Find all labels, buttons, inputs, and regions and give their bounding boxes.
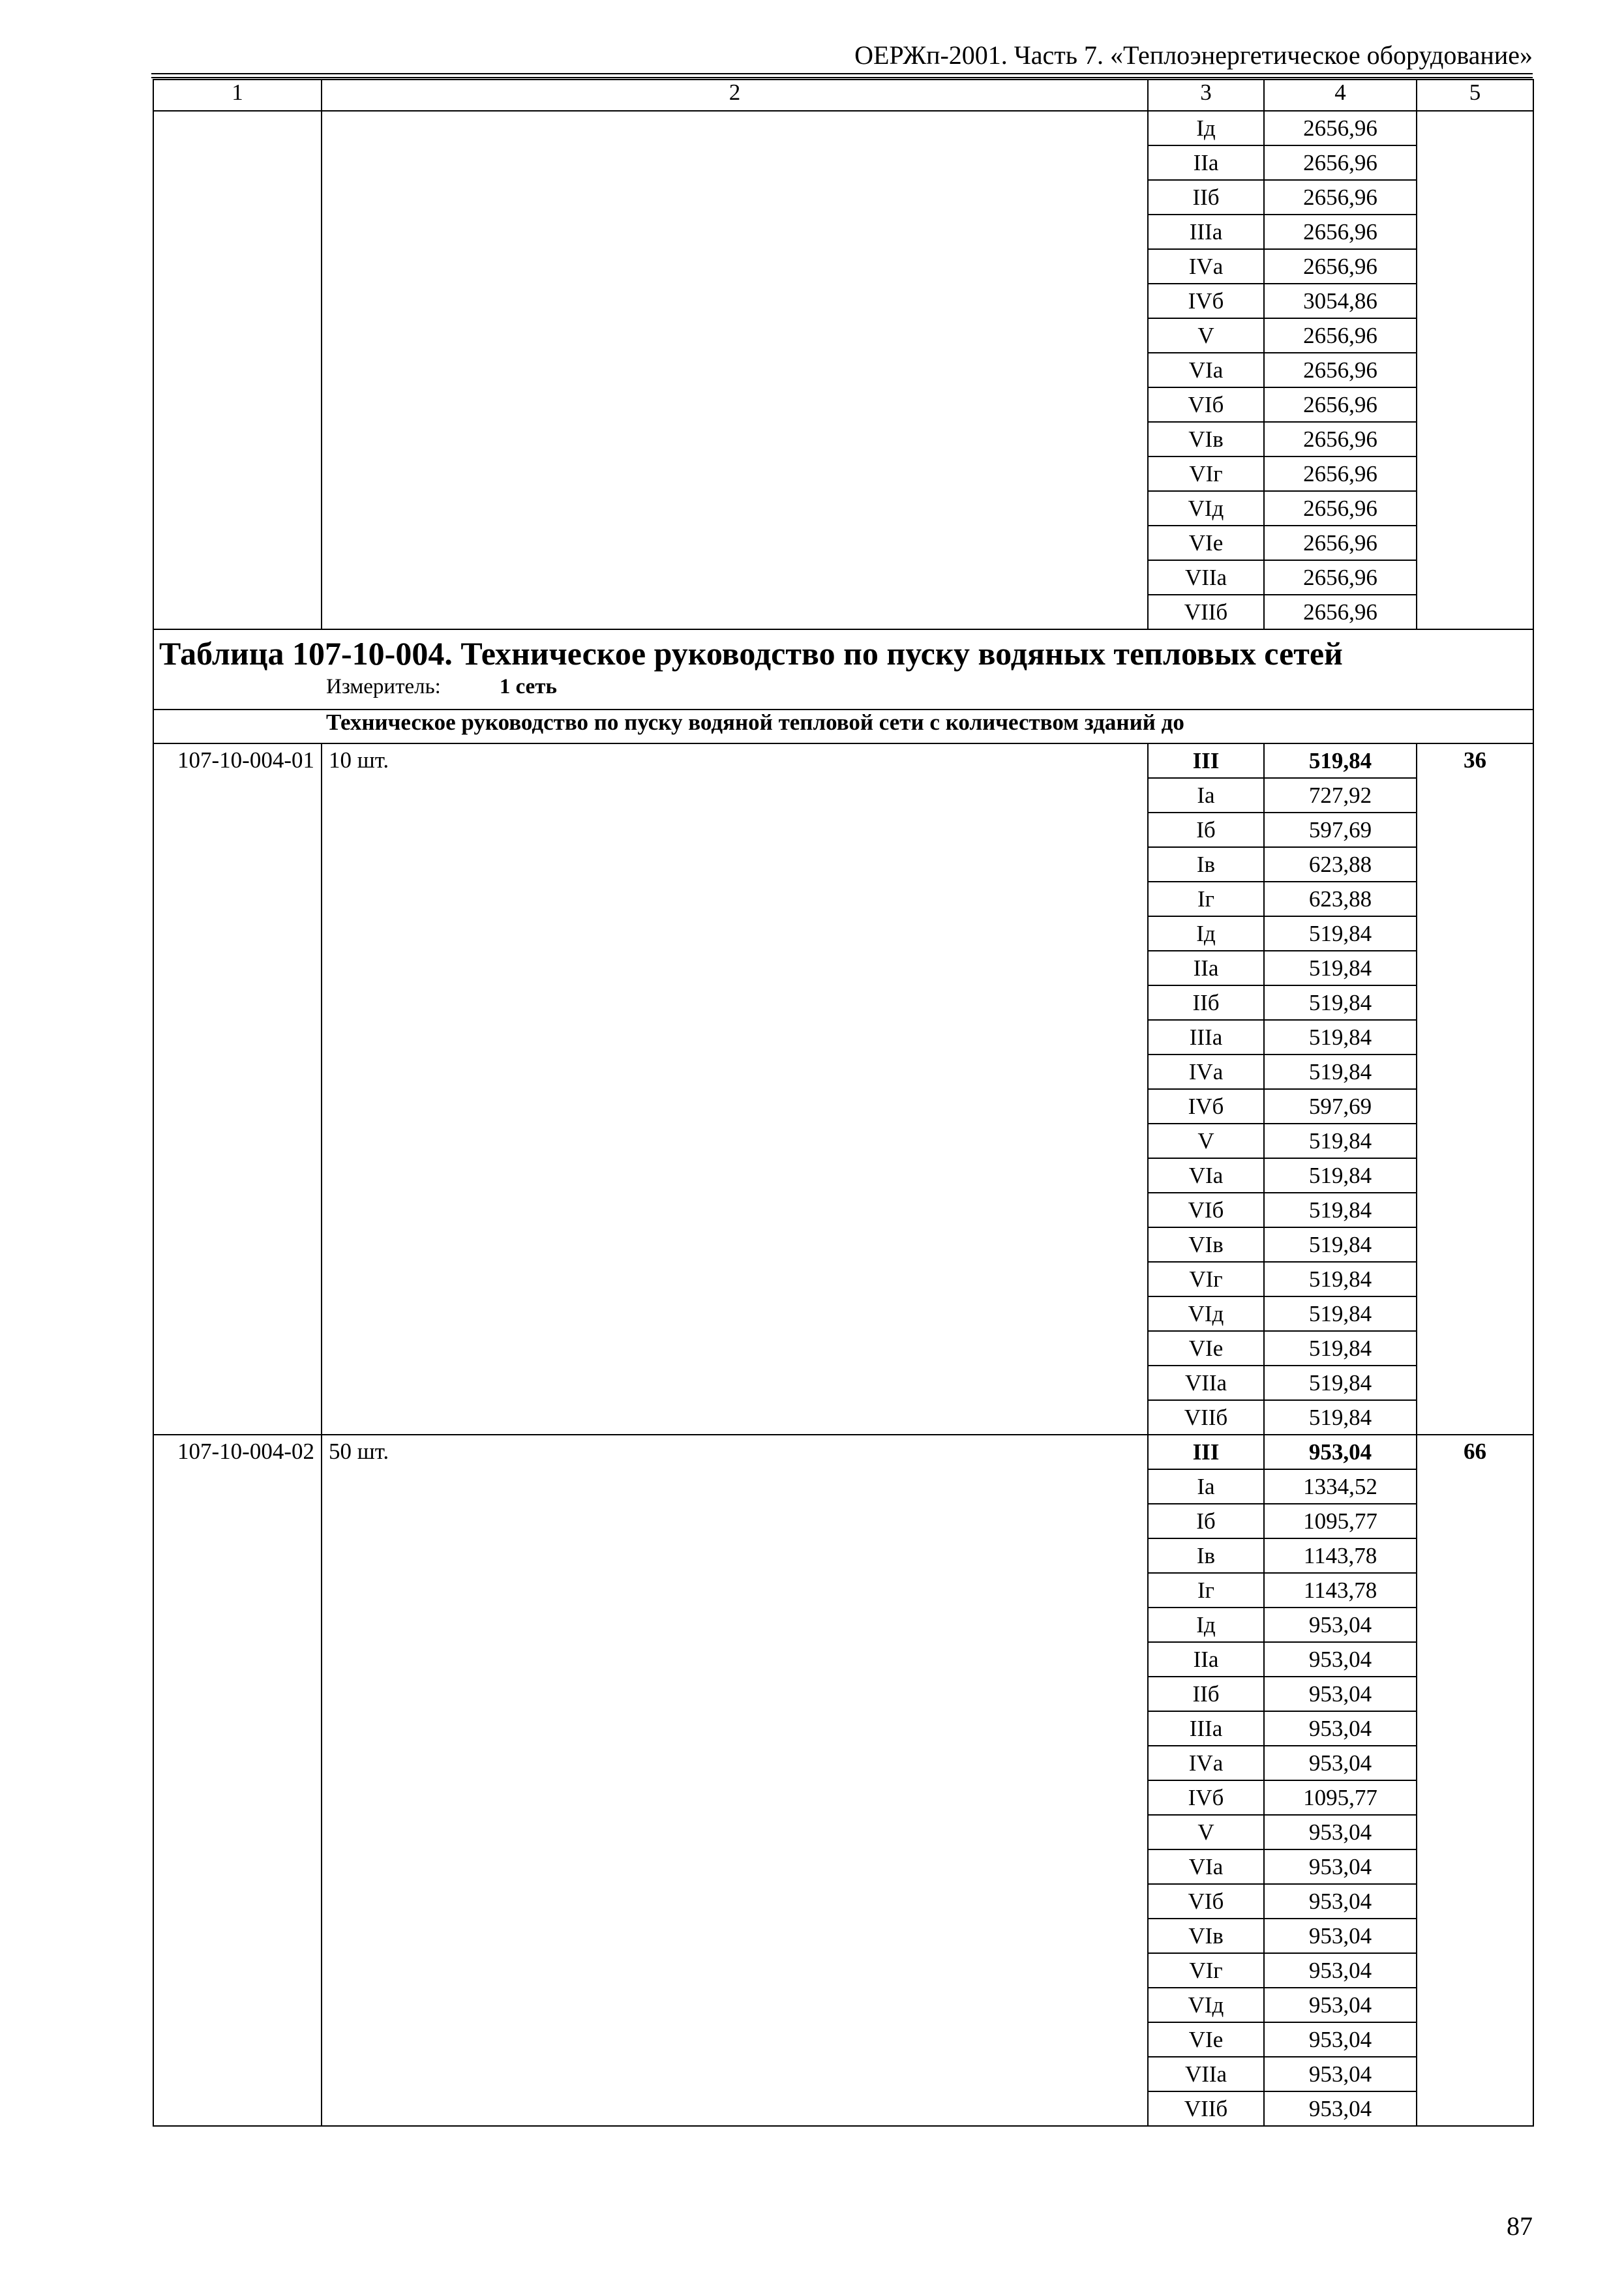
price-cell: 953,04 — [1264, 1711, 1417, 1746]
zone-cell: VIб — [1148, 1193, 1264, 1227]
zone-cell: VIе — [1148, 1331, 1264, 1366]
zone-cell: VIг — [1148, 1953, 1264, 1988]
zone-cell: Iг — [1148, 1573, 1264, 1608]
price-cell: 1095,77 — [1264, 1504, 1417, 1538]
price-cell: 3054,86 — [1264, 284, 1417, 318]
price-cell: 623,88 — [1264, 847, 1417, 882]
zone-cell: IIа — [1148, 145, 1264, 180]
zone-cell: VIIа — [1148, 560, 1264, 595]
column-number: 3 — [1148, 80, 1264, 111]
price-cell: 953,04 — [1264, 1435, 1417, 1469]
price-cell: 597,69 — [1264, 1089, 1417, 1124]
zone-cell: IVа — [1148, 249, 1264, 284]
zone-cell: VIIб — [1148, 1400, 1264, 1435]
table-title-cell — [153, 629, 1533, 710]
price-cell: 519,84 — [1264, 1227, 1417, 1262]
price-cell: 2656,96 — [1264, 595, 1417, 629]
zone-cell: Iв — [1148, 1538, 1264, 1573]
price-cell: 953,04 — [1264, 1884, 1417, 1919]
zone-cell: Iд — [1148, 111, 1264, 145]
header-rule — [151, 77, 1533, 78]
price-cell: 953,04 — [1264, 1677, 1417, 1711]
price-cell: 953,04 — [1264, 1919, 1417, 1953]
column-number: 4 — [1264, 80, 1417, 111]
price-cell: 519,84 — [1264, 1158, 1417, 1193]
zone-cell: VIв — [1148, 1919, 1264, 1953]
column-number: 2 — [322, 80, 1148, 111]
zone-cell: VIв — [1148, 1227, 1264, 1262]
price-cell: 519,84 — [1264, 1296, 1417, 1331]
price-cell: 953,04 — [1264, 1815, 1417, 1849]
zone-cell: IIб — [1148, 180, 1264, 215]
price-cell: 519,84 — [1264, 1262, 1417, 1296]
zone-cell: V — [1148, 318, 1264, 353]
zone-cell: Iб — [1148, 813, 1264, 847]
zone-cell: III — [1148, 1435, 1264, 1469]
price-cell: 519,84 — [1264, 1366, 1417, 1400]
price-cell: 2656,96 — [1264, 145, 1417, 180]
zone-cell: VIв — [1148, 422, 1264, 456]
zone-cell: VIб — [1148, 387, 1264, 422]
table-row — [153, 743, 1533, 778]
zone-cell: IIIа — [1148, 1711, 1264, 1746]
zone-cell: V — [1148, 1124, 1264, 1158]
table-title: Таблица 107-10-004. Техническое руководство по пуску водяных тепловых сетей — [159, 635, 1343, 672]
item-name: 10 шт. — [322, 743, 1148, 1435]
zone-cell: VIIа — [1148, 1366, 1264, 1400]
item-name — [322, 111, 1148, 629]
price-cell: 519,84 — [1264, 1055, 1417, 1089]
table-row — [153, 1435, 1533, 1469]
zone-cell: VIIб — [1148, 595, 1264, 629]
price-cell: 953,04 — [1264, 2057, 1417, 2091]
price-cell: 2656,96 — [1264, 456, 1417, 491]
zone-cell: Iд — [1148, 1608, 1264, 1642]
table-title-row — [153, 629, 1533, 710]
zone-cell: VIг — [1148, 1262, 1264, 1296]
zone-cell: VIг — [1148, 456, 1264, 491]
price-cell: 2656,96 — [1264, 491, 1417, 526]
zone-cell: IVа — [1148, 1746, 1264, 1780]
item-name: 50 шт. — [322, 1435, 1148, 2126]
column-number: 1 — [153, 80, 322, 111]
price-cell: 519,84 — [1264, 916, 1417, 951]
zone-cell: III — [1148, 743, 1264, 778]
price-cell: 2656,96 — [1264, 111, 1417, 145]
zone-cell: IIа — [1148, 1642, 1264, 1677]
price-cell: 2656,96 — [1264, 526, 1417, 560]
price-cell: 953,04 — [1264, 1642, 1417, 1677]
item-code — [153, 111, 322, 629]
zone-cell: VIIб — [1148, 2091, 1264, 2126]
price-cell: 2656,96 — [1264, 387, 1417, 422]
zone-cell: Iг — [1148, 882, 1264, 916]
price-cell: 519,84 — [1264, 1124, 1417, 1158]
price-cell: 953,04 — [1264, 2091, 1417, 2126]
zone-cell: Iб — [1148, 1504, 1264, 1538]
price-table — [153, 79, 1534, 2127]
column-number-row — [153, 80, 1533, 111]
measure-label: Измеритель: — [326, 675, 441, 698]
zone-cell: VIд — [1148, 491, 1264, 526]
zone-cell: IVб — [1148, 1089, 1264, 1124]
price-cell: 1143,78 — [1264, 1538, 1417, 1573]
price-cell: 2656,96 — [1264, 215, 1417, 249]
zone-cell: VIа — [1148, 1849, 1264, 1884]
measure-value: 1 сеть — [499, 675, 557, 698]
zone-cell: V — [1148, 1815, 1264, 1849]
price-cell: 2656,96 — [1264, 180, 1417, 215]
item-code: 107-10-004-02 — [153, 1435, 322, 2126]
price-cell: 953,04 — [1264, 1988, 1417, 2022]
column-5-cell — [1417, 111, 1533, 629]
price-cell: 597,69 — [1264, 813, 1417, 847]
running-header: ОЕРЖп-2001. Часть 7. «Теплоэнергетическое оборудование» — [854, 40, 1533, 70]
price-cell: 953,04 — [1264, 1953, 1417, 1988]
table-subtitle: Техническое руководство по пуску водяной тепловой сети с количеством зданий до — [153, 710, 1533, 743]
price-cell: 953,04 — [1264, 1746, 1417, 1780]
price-cell: 953,04 — [1264, 1608, 1417, 1642]
price-cell: 519,84 — [1264, 985, 1417, 1020]
zone-cell: IIб — [1148, 985, 1264, 1020]
page-number: 87 — [1507, 2211, 1533, 2241]
item-code: 107-10-004-01 — [153, 743, 322, 1435]
zone-cell: IIIа — [1148, 215, 1264, 249]
table-subtitle-row — [153, 710, 1533, 743]
zone-cell: VIе — [1148, 526, 1264, 560]
price-cell: 953,04 — [1264, 2022, 1417, 2057]
zone-cell: VIа — [1148, 353, 1264, 387]
measure-line — [154, 673, 1533, 700]
zone-cell: Iв — [1148, 847, 1264, 882]
price-cell: 2656,96 — [1264, 353, 1417, 387]
zone-cell: VIб — [1148, 1884, 1264, 1919]
zone-cell: Iа — [1148, 778, 1264, 813]
price-cell: 2656,96 — [1264, 318, 1417, 353]
price-cell: 519,84 — [1264, 1331, 1417, 1366]
zone-cell: Iа — [1148, 1469, 1264, 1504]
price-cell: 519,84 — [1264, 1193, 1417, 1227]
zone-cell: VIа — [1148, 1158, 1264, 1193]
column-number: 5 — [1417, 80, 1533, 111]
price-cell: 2656,96 — [1264, 422, 1417, 456]
column-5-cell: 66 — [1417, 1435, 1533, 2126]
zone-cell: IIIа — [1148, 1020, 1264, 1055]
price-cell: 519,84 — [1264, 951, 1417, 985]
zone-cell: Iд — [1148, 916, 1264, 951]
price-cell: 2656,96 — [1264, 560, 1417, 595]
zone-cell: IIа — [1148, 951, 1264, 985]
zone-cell: VIе — [1148, 2022, 1264, 2057]
price-cell: 1095,77 — [1264, 1780, 1417, 1815]
zone-cell: IVб — [1148, 1780, 1264, 1815]
price-cell: 727,92 — [1264, 778, 1417, 813]
table-row — [153, 111, 1533, 145]
zone-cell: IVб — [1148, 284, 1264, 318]
header-rule — [151, 73, 1533, 74]
zone-cell: IIб — [1148, 1677, 1264, 1711]
column-5-cell: 36 — [1417, 743, 1533, 1435]
zone-cell: VIIа — [1148, 2057, 1264, 2091]
zone-cell: IVа — [1148, 1055, 1264, 1089]
price-cell: 623,88 — [1264, 882, 1417, 916]
price-cell: 519,84 — [1264, 1400, 1417, 1435]
zone-cell: VIд — [1148, 1296, 1264, 1331]
price-cell: 1143,78 — [1264, 1573, 1417, 1608]
price-cell: 1334,52 — [1264, 1469, 1417, 1504]
price-cell: 2656,96 — [1264, 249, 1417, 284]
price-cell: 519,84 — [1264, 1020, 1417, 1055]
price-cell: 519,84 — [1264, 743, 1417, 778]
price-cell: 953,04 — [1264, 1849, 1417, 1884]
zone-cell: VIд — [1148, 1988, 1264, 2022]
